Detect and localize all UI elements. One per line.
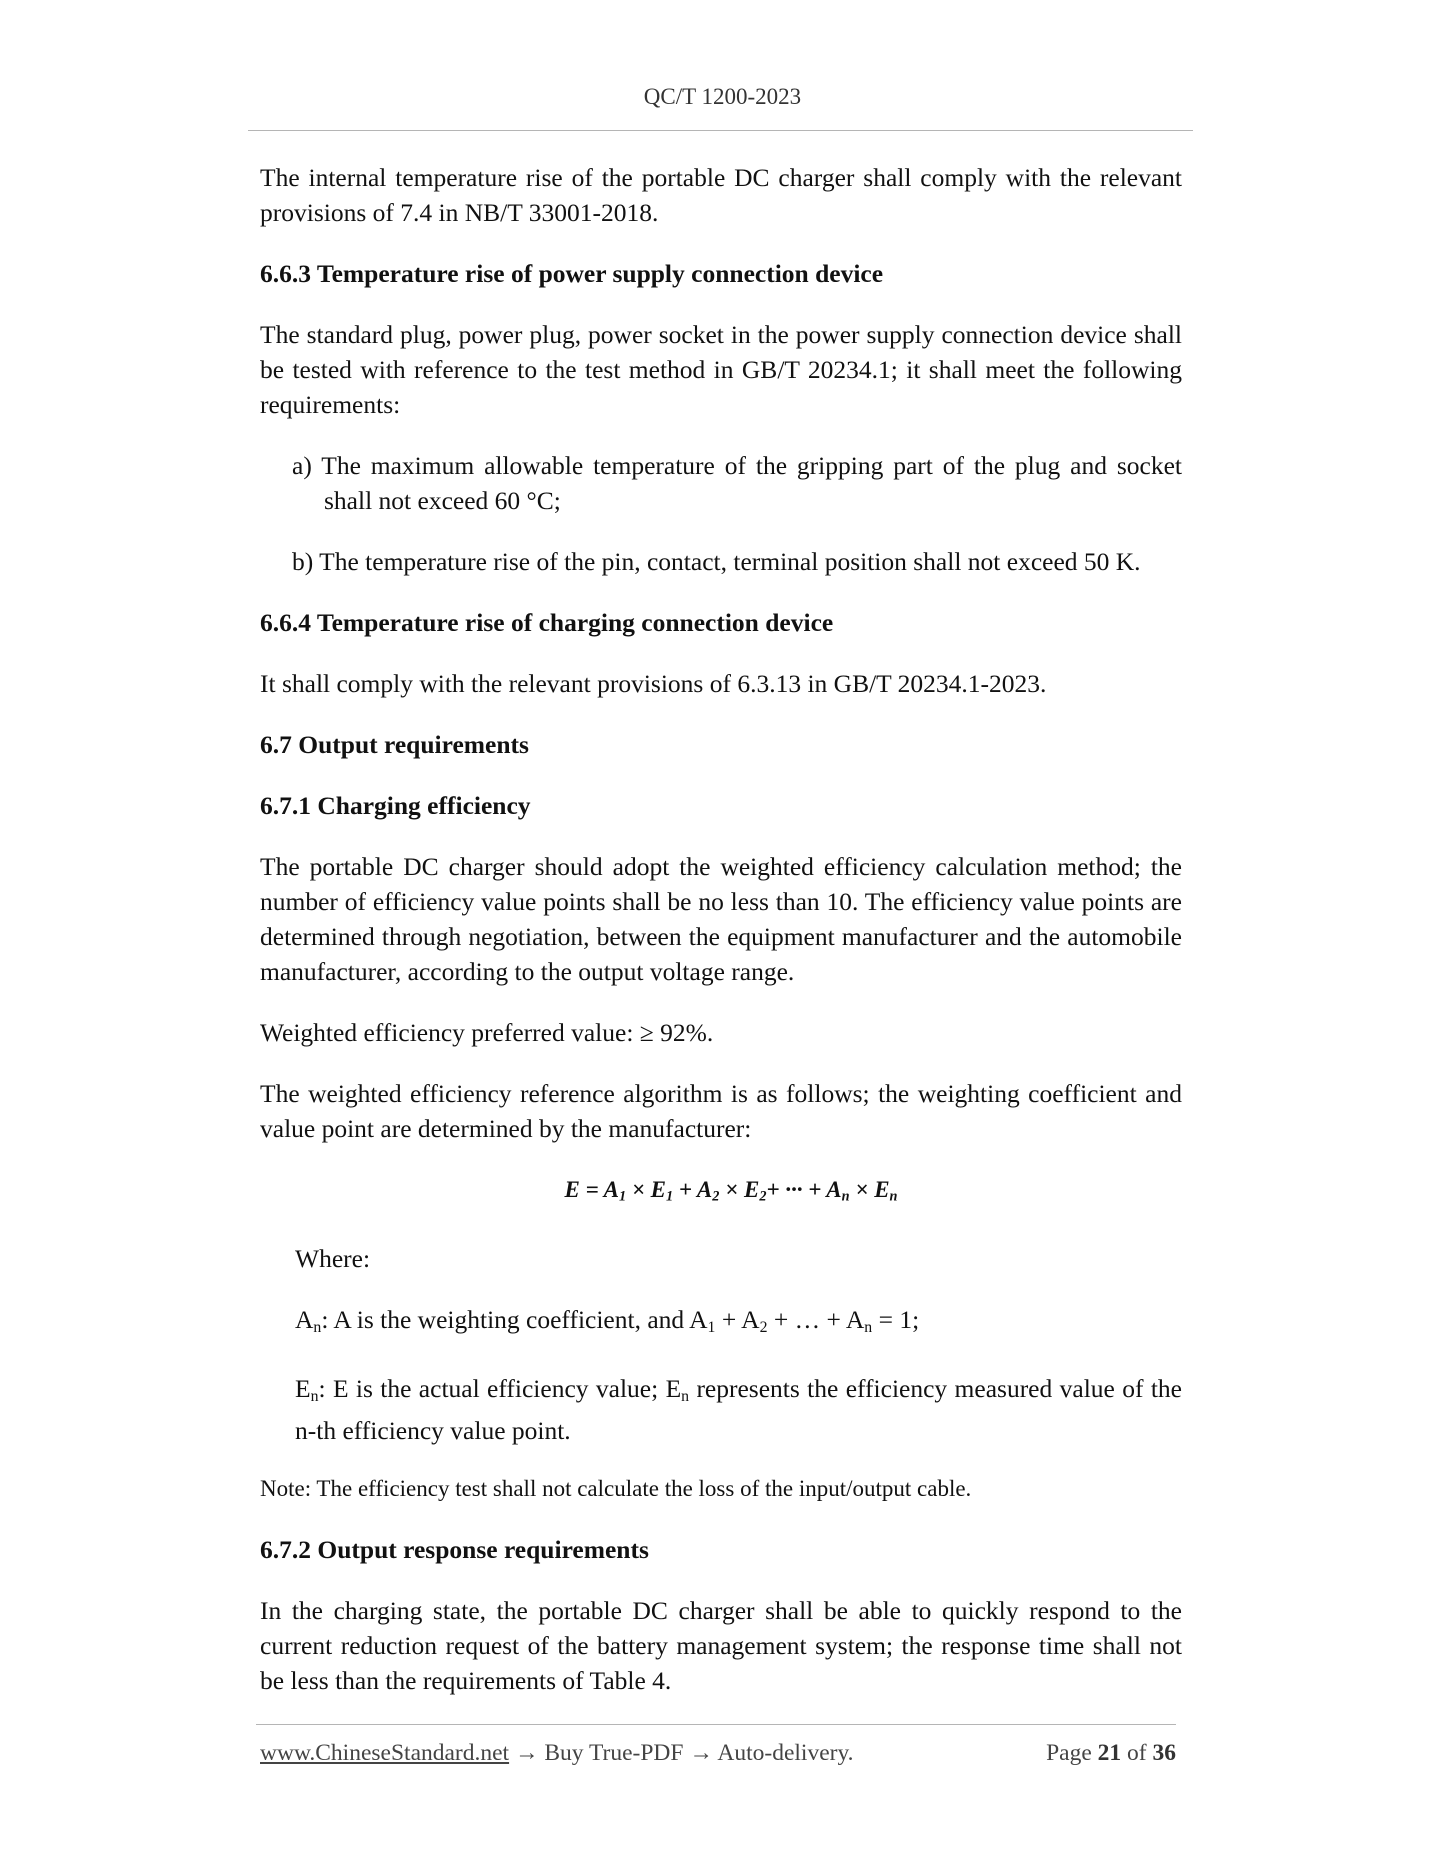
- paragraph: The internal temperature rise of the portable DC charger shall comply with the relevant provisions of 7.4 in NB/T 33001-2018.: [260, 163, 1182, 227]
- paragraph: It shall comply with the relevant provisions of 6.3.13 in GB/T 20234.1-2023.: [260, 669, 1047, 698]
- document-code-header: QC/T 1200-2023: [643, 84, 802, 109]
- page-content: [260, 160, 1182, 1724]
- website-link[interactable]: www.ChineseStandard.net: [260, 1740, 510, 1766]
- where-label: Where:: [295, 1243, 371, 1273]
- section-heading-6-7-1: 6.7.1 Charging efficiency: [260, 791, 531, 820]
- section-heading-6-7: 6.7 Output requirements: [260, 730, 529, 759]
- paragraph: The portable DC charger should adopt the weighted efficiency calculation method; the number of efficiency value points shall be no less than 10. The efficiency value points are determined through negotiation, between the equipment manufacturer and the automobile manufacturer, according to the output voltage range.: [260, 852, 1182, 986]
- variable-definition-en: $E_n$: E is the actual efficiency value; $E_n$ represents the efficiency measured value of the n-th efficiency value point.: [295, 1373, 1182, 1446]
- paragraph: In the charging state, the portable DC charger shall be able to quickly respond to the current reduction request of the battery management system; the response time shall not be less than the requirements of Table 4.: [260, 1596, 1182, 1696]
- page-number: Page 21 of 36: [1046, 1740, 1176, 1766]
- header-divider: [248, 130, 1193, 131]
- paragraph: Weighted efficiency preferred value: ≥ 92%.: [260, 1018, 714, 1047]
- note: Note: The efficiency test shall not calculate the loss of the input/output cable.: [260, 1476, 972, 1502]
- paragraph: The weighted efficiency reference algorithm is as follows; the weighting coefficient and value point are determined by the manufacturer:: [260, 1079, 1182, 1143]
- list-item-b: b) The temperature rise of the pin, contact, terminal position shall not exceed 50 K.: [292, 547, 1141, 576]
- paragraph: The standard plug, power plug, power socket in the power supply connection device shall be tested with reference to the test method in GB/T 20234.1; it shall meet the following requirements:: [260, 320, 1182, 419]
- weighted-efficiency-formula: $E = A_1 \times E_1 + A_2 \times E_2+$ ··· + $A_n \times E_n$: [564, 1177, 898, 1205]
- section-heading-6-7-2: 6.7.2 Output response requirements: [260, 1535, 649, 1565]
- list-item-a: a) The maximum allowable temperature of the gripping part of the plug and socket shall not exceed 60 °C;: [292, 451, 1182, 515]
- footer-divider: [256, 1724, 1176, 1725]
- section-heading-6-6-4: 6.6.4 Temperature rise of charging connection device: [260, 608, 834, 637]
- section-heading-6-6-3: 6.6.3 Temperature rise of power supply connection device: [260, 259, 884, 288]
- footer-promo: www.ChineseStandard.net → Buy True-PDF → Auto-delivery.: [260, 1740, 854, 1766]
- variable-definition-an: $A_n$: A is the weighting coefficient, and $A_1 + A_2$ + … + $A_n = 1$;: [295, 1304, 920, 1336]
